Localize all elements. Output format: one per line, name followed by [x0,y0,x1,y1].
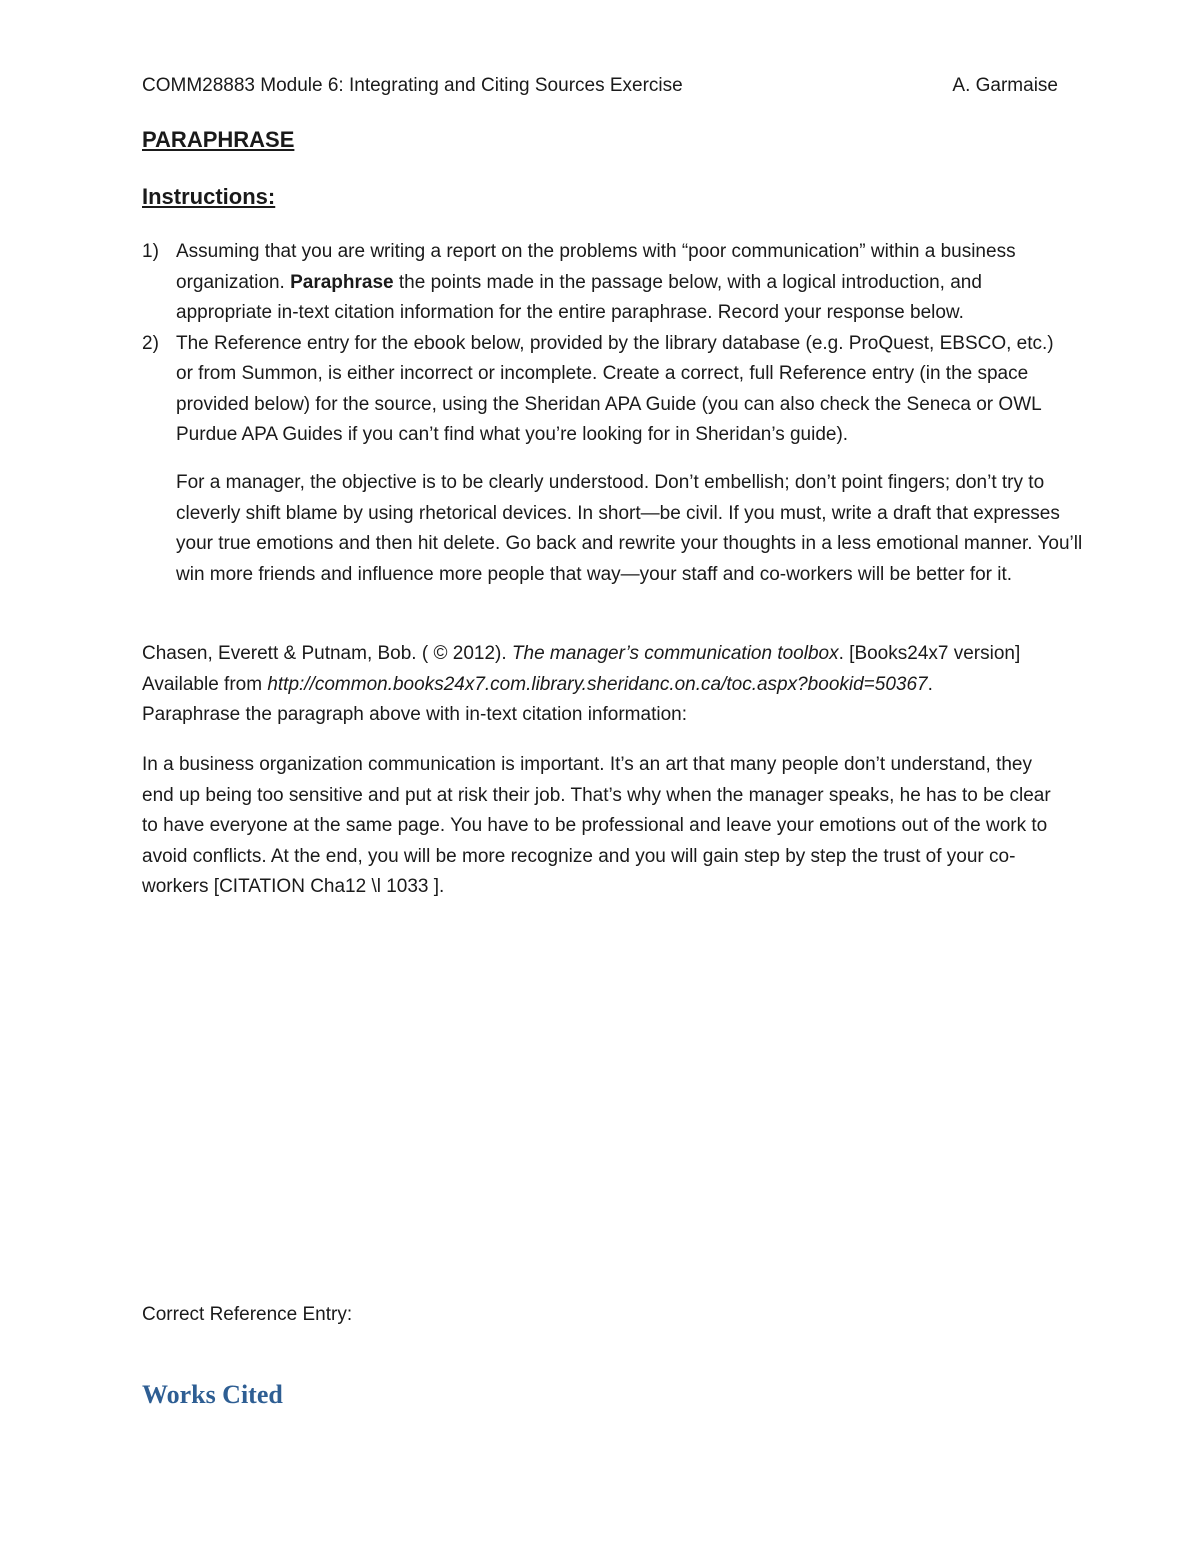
page-header [142,72,1058,100]
course-title: COMM28883 Module 6: Integrating and Citing Sources Exercise [142,75,683,96]
citation-available-from: Available from [142,673,268,695]
citation-title: The manager’s communication toolbox [511,643,839,664]
paraphrase-heading: PARAPHRASE [142,127,295,152]
instructions-list [142,237,1062,451]
citation-url[interactable]: http://common.books24x7.com.library.sheridanc.on.ca/toc.aspx?bookid=50367 [267,673,928,695]
instruction-item-2 [142,329,1062,451]
paraphrase-prompt: Paraphrase the paragraph above with in-text citation information: [142,704,687,725]
instruction-number: 2) [142,332,159,354]
reference-entry-label: Correct Reference Entry: [142,1304,353,1325]
author-name: A. Garmaise [952,75,1058,96]
instruction-item-1 [142,237,1062,329]
instruction-text: The Reference entry for the ebook below, provided by the library database (e.g. ProQuest, EBSCO, etc.) or from Summon, is either incorrect or incomplete. Create a correct, full Reference entry (in the space provided below) for the source, using the Sheridan APA Guide (you can also check the Seneca or OWL Purdue APA Guides if you can’t find what you’re looking for in Sheridan’s guide). [176,332,1054,445]
instructions-heading: Instructions: [142,184,276,209]
source-citation: Chasen, Everett & Putnam, Bob. ( © 2012). The manager’s communication toolbox. [Books24x7 version] Available from http://common.books24x7.com.library.sheridanc.on.ca/toc.aspx?bookid=50367. Paraphrase the paragraph above with in-text citation information: [142,643,1021,725]
instruction-bold-word: Paraphrase [290,271,394,293]
source-passage: For a manager, the objective is to be clearly understood. Don’t embellish; don’t point fingers; don’t try to cleverly shift blame by using rhetorical devices. In short—be civil. If you must, write a draft that expresses your true emotions and then hit delete. Go back and rewrite your thoughts in a less emotional manner. You’ll win more friends and influence more people that way—your staff and co-workers will be better for it. [176,472,1083,585]
instruction-text: the points made in the passage below, with a logical introduction, and appropriate in-text citation information for the entire paraphrase. Record your response below. [176,271,982,323]
instruction-text: Assuming that you are writing a report on the problems with “poor communication” within a business organization. [176,241,1016,293]
student-response: In a business organization communication is important. It’s an art that many people don’t understand, they end up being too sensitive and put at risk their job. That’s why when the manager speaks, he has to be clear to have everyone at the same page. You have to be professional and leave your emotions out of the work to avoid conflicts. At the end, you will be more recognize and you will gain step by step the trust of your co-workers [CITATION Cha12 \l 1033 ]. [142,754,1051,897]
citation-authors: Chasen, Everett & Putnam, Bob. ( © 2012). [142,643,512,664]
citation-format: . [Books24x7 version] [838,643,1021,664]
works-cited-heading: Works Cited [142,1380,283,1409]
instruction-number: 1) [142,241,159,262]
